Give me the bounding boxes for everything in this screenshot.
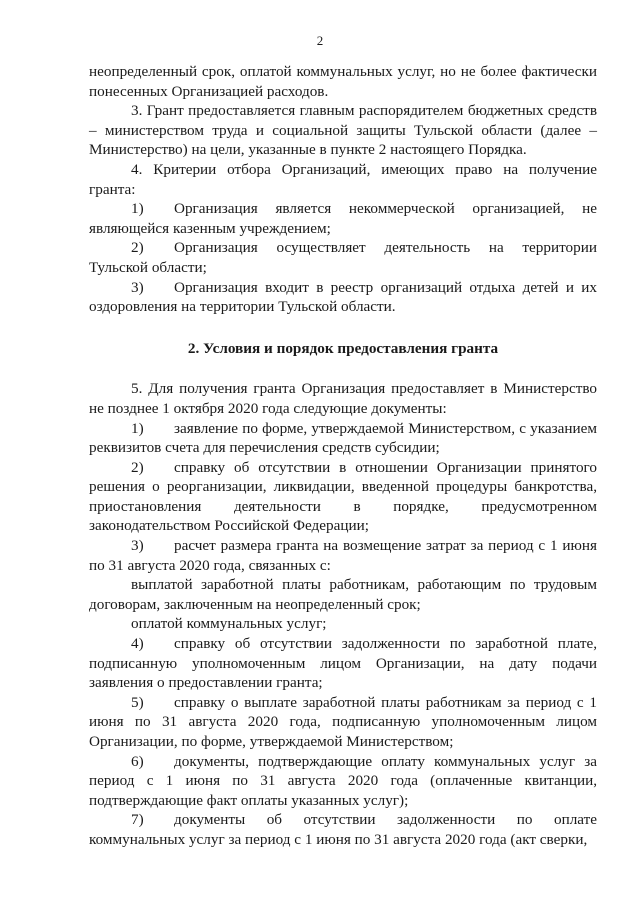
item-text: Организация входит в реестр организаций отдыха детей и их оздоровления на территории Тульской области. (89, 278, 597, 316)
document-item (89, 458, 597, 536)
paragraph: 3. Грант предоставляется главным распорядителем бюджетных средств – министерством труда и социальной защиты Тульской области (далее – Министерство) на цели, указанные в пункте 2 настоящего Порядка. (89, 102, 597, 159)
document-item (89, 752, 597, 811)
section-heading: 2. Условия и порядок предоставления гранта (187, 339, 499, 357)
sub-item: выплатой заработной платы работникам, работающим по трудовым договорам, заключенным на неопределенный срок; (89, 576, 597, 613)
document-item (89, 419, 597, 458)
item-number: 3) (131, 537, 144, 555)
item-number: 6) (131, 752, 144, 770)
item-text: справку об отсутствии в отношении Организации принятого решения о реорганизации, ликвидации, введенной процедуры банкротства, приостановления деятельности в порядке, предусмотренном законодательством Российской Федерации; (89, 458, 597, 535)
item-number: 2) (131, 239, 144, 257)
section-intro: 5. Для получения гранта Организация предоставляет в Министерство не позднее 1 октября 2020 года следующие документы: (89, 380, 597, 417)
item-number: 2) (131, 458, 144, 476)
criteria-item (89, 238, 597, 277)
item-text: расчет размера гранта на возмещение затрат за период с 1 июня по 31 августа 2020 года, связанных с: (89, 537, 597, 574)
criteria-item (89, 199, 597, 238)
document-item (89, 810, 597, 849)
sub-item: оплатой коммунальных услуг; (131, 615, 327, 633)
paragraph: 4. Критерии отбора Организаций, имеющих право на получение гранта: (89, 160, 597, 198)
page-number: 2 (316, 33, 324, 48)
item-text: документы об отсутствии задолженности по оплате коммунальных услуг за период с 1 июня по 31 августа 2020 года (акт сверки, (89, 811, 597, 848)
item-text: Организация осуществляет деятельность на территории Тульской области; (89, 239, 597, 276)
document-item (89, 693, 597, 752)
item-number: 7) (131, 811, 144, 829)
item-number: 4) (131, 635, 144, 653)
paragraph: неопределенный срок, оплатой коммунальных услуг, но не более фактически понесенных Организацией расходов. (89, 63, 597, 100)
item-text: Организация является некоммерческой организацией, не являющейся казенным учреждением; (89, 200, 597, 237)
document-body (89, 62, 597, 850)
document-item (89, 634, 597, 693)
item-number: 1) (131, 419, 144, 437)
item-text: справку об отсутствии задолженности по заработной плате, подписанную уполномоченным лицом Организации, на дату подачи заявления о предоставлении гранта; (89, 635, 597, 692)
item-text: справку о выплате заработной платы работникам за период с 1 июня по 31 августа 2020 года, подписанную уполномоченным лицом Организации, по форме, утверждаемой Министерством; (89, 693, 597, 750)
item-text: заявление по форме, утверждаемой Министерством, с указанием реквизитов счета для перечисления средств субсидии; (89, 419, 597, 457)
criteria-item (89, 278, 597, 317)
item-number: 3) (131, 278, 144, 296)
document-item (89, 536, 597, 575)
item-text: документы, подтверждающие оплату коммунальных услуг за период с 1 июня по 31 августа 2020 года (оплаченные квитанции, подтверждающие факт оплаты указанных услуг); (89, 752, 597, 809)
item-number: 5) (131, 693, 144, 711)
item-number: 1) (131, 200, 144, 218)
